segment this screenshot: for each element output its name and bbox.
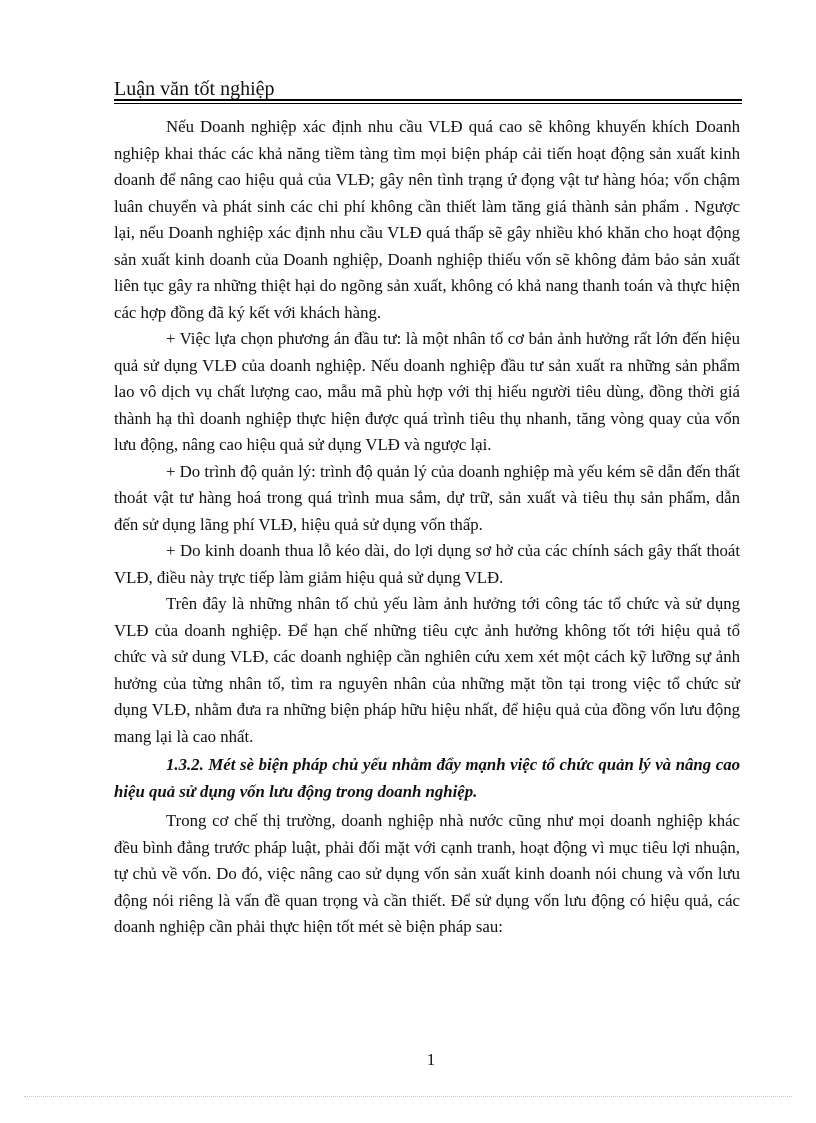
- body-paragraph: Trên đây là những nhân tố chủ yếu làm ảnh hưởng tới công tác tổ chức và sử dụng VLĐ của doanh nghiệp. Để hạn chế những tiêu cực ảnh hưởng không tốt tới hiệu quả tổ chức và sử dung VLĐ, các doanh nghiệp cần nghiên cứu xem xét một cách kỹ lưỡng sự ảnh hưởng của từng nhân tố, tìm ra nguyên nhân của những mặt tồn tại trong việc tổ chức sử dụng VLĐ, nhằm đưa ra những biện pháp hữu hiệu nhất, để hiệu quả của đồng vốn lưu động mang lại là cao nhất.: [114, 594, 740, 746]
- page-number: [0, 1050, 816, 1070]
- header-rule-thin: [114, 103, 742, 104]
- body-paragraph: + Do kinh doanh thua lỗ kéo dài, do lợi dụng sơ hở của các chính sách gây thất thoát VLĐ, điều này trực tiếp làm giảm hiệu quả sử dụng VLĐ.: [114, 541, 740, 587]
- running-header: [114, 78, 275, 100]
- section-heading: 1.3.2. Mét sè biện pháp chủ yếu nhằm đẩy mạnh việc tổ chức quản lý và nâng cao hiệu quả sử dụng vốn lưu động trong doanh nghiệp.: [114, 755, 740, 801]
- header-rule: [114, 99, 742, 101]
- page-body: [114, 114, 740, 941]
- body-paragraph: + Do trình độ quản lý: trình độ quản lý của doanh nghiệp mà yếu kém sẽ dẫn đến thất thoát vật tư hàng hoá trong quá trình mua sắm, dự trữ, sản xuất và tiêu thụ sản phẩm, dẫn đến sử dụng lãng phí VLĐ, hiệu quả sử dụng vốn thấp.: [114, 461, 740, 534]
- body-paragraph: Nếu Doanh nghiệp xác định nhu cầu VLĐ quá cao sẽ không khuyến khích Doanh nghiệp khai thác các khả năng tiềm tàng tìm mọi biện pháp cải tiến hoạt động sản xuất kinh doanh để nâng cao hiệu quả của VLĐ; gây nên tình trạng ứ đọng vật tư hàng hóa; vốn chậm luân chuyển và phát sinh các chi phí không cần thiết làm tăng giá thành sản phẩm . Ngược lại, nếu Doanh nghiệp xác định nhu cầu VLĐ quá thấp sẽ gây nhiều khó khăn cho hoạt động sản xuất kinh doanh của Doanh nghiệp, Doanh nghiệp thiếu vốn sẽ không đảm bảo sản xuất liên tục gây ra những thiệt hại do ngõng sản xuất, không có khả nang thanh toán và thực hiện các hợp đồng đã ký kết với khách hàng.: [114, 117, 740, 322]
- page-boundary-rule: [24, 1096, 792, 1097]
- page-number-text: 1: [426, 1050, 436, 1069]
- body-paragraph: + Việc lựa chọn phương án đầu tư: là một nhân tố cơ bản ảnh hưởng rất lớn đến hiệu quả sử dụng VLĐ của doanh nghiệp. Nếu doanh nghiệp đầu tư sản xuất ra những sản phẩm lao vô dịch vụ chất lượng cao, mẫu mã phù hợp với thị hiếu người tiêu dùng, đồng thời giá thành hạ thì doanh nghiệp thực hiện được quá trình tiêu thụ nhanh, tăng vòng quay của vốn lưu động, nâng cao hiệu quả sử dụng VLĐ và ngược lại.: [114, 329, 740, 454]
- header-title: Luận văn tốt nghiệp: [114, 78, 275, 100]
- body-paragraph: Trong cơ chế thị trường, doanh nghiệp nhà nước cũng như mọi doanh nghiệp khác đều bình đẳng trước pháp luật, phải đối mặt với cạnh tranh, hoạt động vì mục tiêu lợi nhuận, tự chủ về vốn. Do đó, việc nâng cao sử dụng vốn sản xuất kinh doanh nói chung và vốn lưu động nói riêng là vấn đề quan trọng và cần thiết. Để sử dụng vốn lưu động có hiệu quả, các doanh nghiệp cần phải thực hiện tốt mét sè biện pháp sau:: [114, 811, 740, 936]
